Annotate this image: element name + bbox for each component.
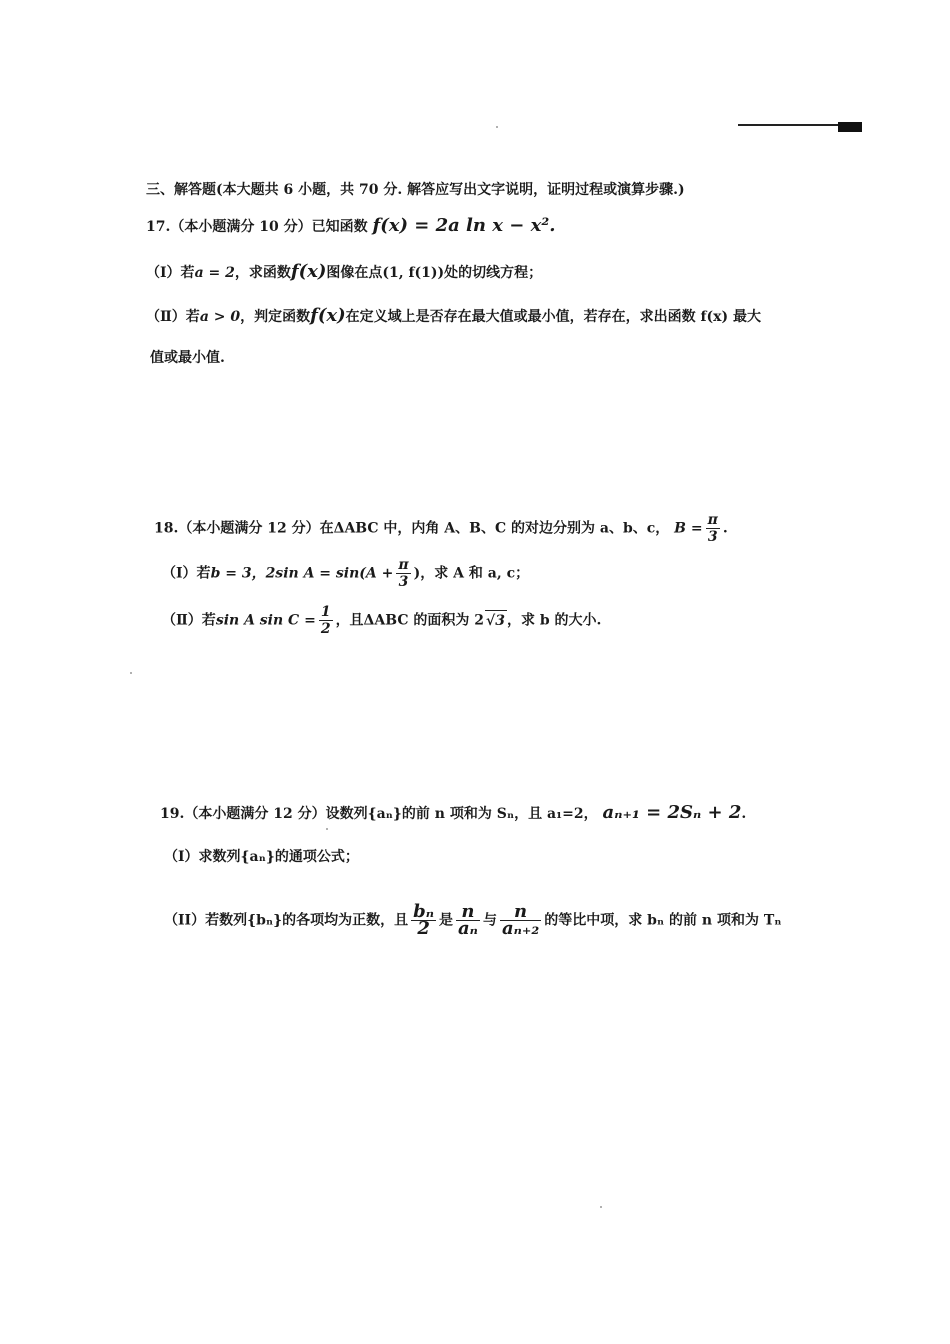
header-rule [738,124,838,126]
fraction: $\frac{\text{bₙ}}{2}$ [413,901,435,939]
q19-stem: 19.（本小题满分 12 分）设数列{aₙ}的前 n 项和为 Sₙ，且 a₁=2， aₙ₊₁ = 2Sₙ + 2. [160,802,747,823]
q18-stem: 18.（本小题满分 12 分）在ΔABC 中，内角 A、B、C 的对边分别为 a、b、c， B = $\frac{\pi}{3}$ . [154,512,728,545]
q17-part2: （Ⅱ）若a > 0，判定函数f(x)在定义域上是否存在最大值或最小值，若存在，求出函数 f(x) 最大 [146,305,761,326]
q17-formula: f(x) = 2a ln x − x². [372,215,556,236]
fraction: $\frac{n}{\text{aₙ}}$ [458,901,478,939]
fraction: $\frac{1}{2}$ [320,604,331,637]
header-rule-block [838,122,862,132]
q18-part2: （Ⅱ）若sin A sin C = $\frac{1}{2}$ ，且ΔABC 的面积为 2 √3 ，求 b 的大小. [162,604,602,637]
sqrt-radical: √3 [485,610,507,631]
q18-part1: （Ⅰ）若b = 3，2sin A = sin(A + $\frac{\pi}{3}$ )，求 A 和 a, c； [162,557,530,590]
fraction: $\frac{\pi}{3}$ [398,557,409,590]
fraction: $\frac{\pi}{3}$ [707,512,718,545]
q17-part2-continued: 值或最小值. [150,350,225,366]
scan-speck [600,1206,602,1208]
scan-speck [130,672,132,674]
q19-formula: aₙ₊₁ = 2Sₙ + 2 [602,802,742,823]
scan-speck [496,126,498,128]
scan-speck [326,828,328,830]
fraction: $\frac{n}{\text{aₙ₊₂}}$ [501,901,540,939]
q19-part1: （I）求数列{aₙ}的通项公式； [164,849,359,865]
q17-part1: （Ⅰ）若a = 2，求函数f(x)图像在点(1, f(1))处的切线方程； [146,261,543,282]
section-title: 三、解答题(本大题共 6 小题，共 70 分. 解答应写出文字说明，证明过程或演算步骤.) [146,182,685,198]
q19-part2: （II）若数列{bₙ}的各项均为正数，且 $\frac{\text{bₙ}}{2}$ 是 $\frac{n}{\text{aₙ}}$ 与 $\frac{n}{\text{aₙ₊₂}}$ 的等比中项，求 bₙ 的前 n 项和为 Tₙ [164,901,782,939]
q17-stem: 17.（本小题满分 10 分）已知函数 f(x) = 2a ln x − x². [146,215,556,236]
